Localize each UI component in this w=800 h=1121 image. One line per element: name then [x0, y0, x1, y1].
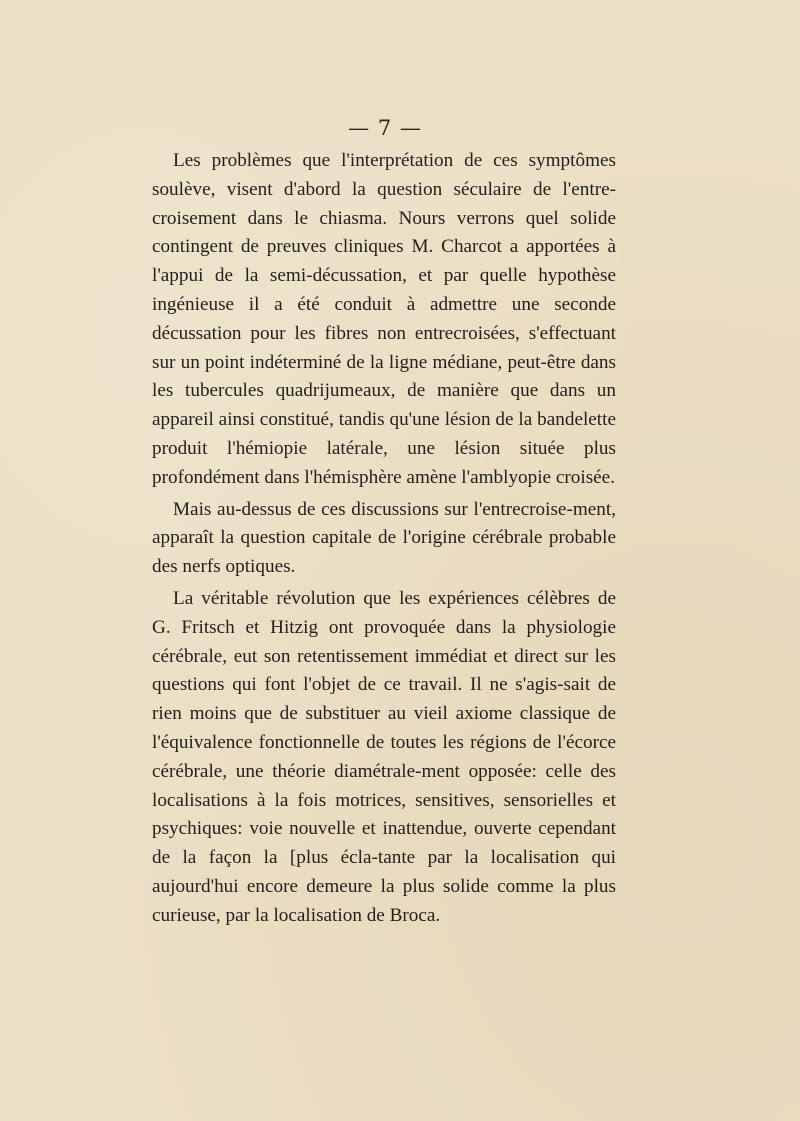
paragraph-chiasma: Les problèmes que l'interprétation de ces symptômes soulève, visent d'abord la question séculaire de l'entre-croisement dans le chiasma. Nours verrons quel solide contingent de preuves cliniques M. Charcot a apportées à l'appui de la semi-décussation, et par quelle hypothèse ingénieuse il a été conduit à admettre une seconde décussation pour les fibres non entrecroisées, s'effectuant sur un point indéterminé de la ligne médiane, peut-être dans les tubercules quadrijumeaux, de manière que dans un appareil ainsi constitué, tandis qu'une lésion de la bandelette produit l'hémiopie latérale, une lésion située plus profondément dans l'hémisphère amène l'amblyopie croisée.: [152, 150, 616, 488]
paragraph-origine-cerebrale: Mais au-dessus de ces discussions sur l'entrecroise-ment, apparaît la question capitale de l'origine cérébrale probable des nerfs optiques.: [152, 498, 616, 578]
paragraph-localisations: La véritable révolution que les expériences célèbres de G. Fritsch et Hitzig ont provoquée dans la physiologie cérébrale, eut son retentissement immédiat et direct sur les questions qui font l'objet de ce travail. Il ne s'agis-sait de rien moins que de substituer au vieil axiome classique de l'équivalence fonctionnelle de toutes les régions de l'écorce cérébrale, une théorie diamétrale-ment opposée: celle des localisations à la fois motrices, sensitives, sensorielles et psychiques: voie nouvelle et inattendue, ouverte cependant de la façon la [plus écla-tante par la localisation qui aujourd'hui encore demeure la plus solide comme la plus curieuse, par la localisation de Broca.: [152, 587, 616, 926]
body-text: [152, 147, 616, 934]
page-number: — 7 —: [348, 116, 422, 140]
